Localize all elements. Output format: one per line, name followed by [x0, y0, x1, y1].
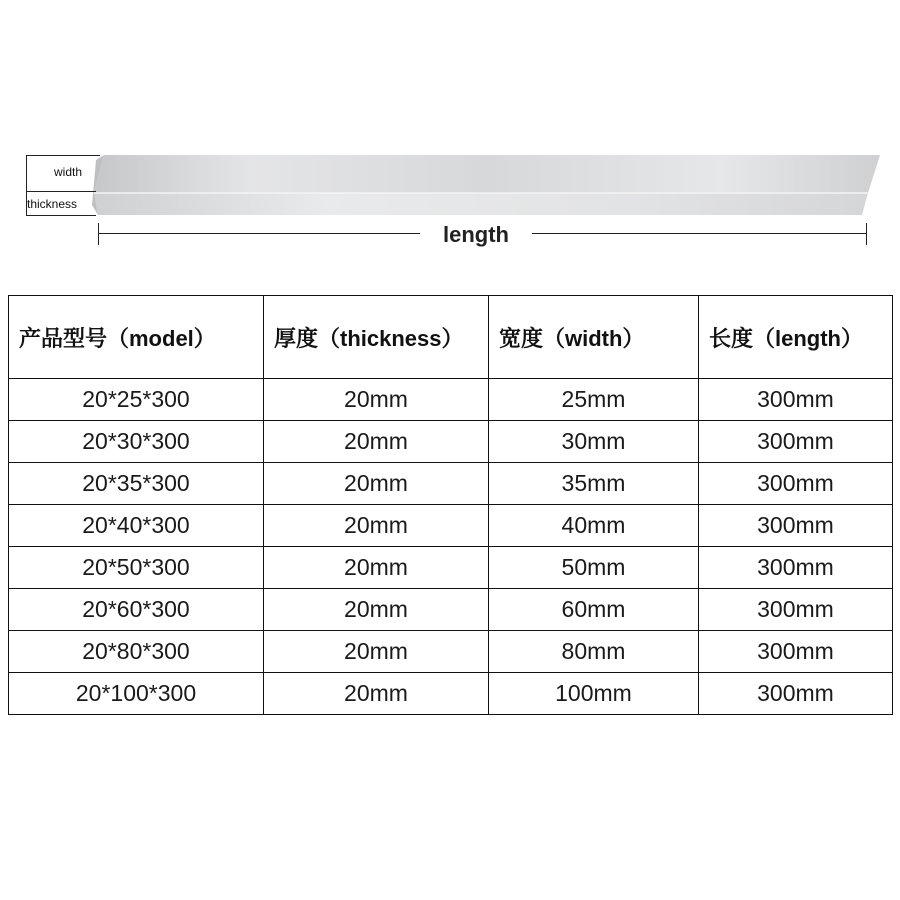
cell-model: 20*100*300 [9, 673, 264, 715]
cell-thickness: 20mm [264, 589, 489, 631]
cell-width: 50mm [489, 547, 699, 589]
thickness-label: thickness [27, 197, 78, 211]
width-label: width [54, 165, 83, 179]
header-thickness: 厚度（thickness） [264, 296, 489, 379]
header-model: 产品型号（model） [9, 296, 264, 379]
cell-length: 300mm [699, 379, 893, 421]
cell-width: 60mm [489, 589, 699, 631]
cell-model: 20*80*300 [9, 631, 264, 673]
cell-model: 20*50*300 [9, 547, 264, 589]
table-row [9, 547, 893, 589]
header-length: 长度（length） [699, 296, 893, 379]
cell-thickness: 20mm [264, 463, 489, 505]
table-row [9, 421, 893, 463]
width-top-line [26, 155, 100, 156]
table-row [9, 673, 893, 715]
cell-length: 300mm [699, 463, 893, 505]
cell-thickness: 20mm [264, 505, 489, 547]
table-row [9, 589, 893, 631]
length-right-tick [866, 223, 867, 245]
cell-model: 20*40*300 [9, 505, 264, 547]
cell-length: 300mm [699, 589, 893, 631]
cell-width: 25mm [489, 379, 699, 421]
header-width: 宽度（width） [489, 296, 699, 379]
table-row [9, 463, 893, 505]
width-bottom-line [26, 191, 96, 192]
steel-bar-image [0, 0, 900, 260]
cell-thickness: 20mm [264, 631, 489, 673]
cell-width: 80mm [489, 631, 699, 673]
cell-model: 20*35*300 [9, 463, 264, 505]
specification-table [8, 295, 893, 715]
steel-bar-illustration [0, 0, 900, 260]
cell-width: 100mm [489, 673, 699, 715]
cell-width: 40mm [489, 505, 699, 547]
cell-model: 20*30*300 [9, 421, 264, 463]
cell-width: 35mm [489, 463, 699, 505]
cell-model: 20*60*300 [9, 589, 264, 631]
cell-length: 300mm [699, 421, 893, 463]
thickness-bottom-line [26, 215, 96, 216]
cell-width: 30mm [489, 421, 699, 463]
table-row [9, 379, 893, 421]
cell-length: 300mm [699, 547, 893, 589]
cell-model: 20*25*300 [9, 379, 264, 421]
table-row [9, 505, 893, 547]
table-row [9, 631, 893, 673]
cell-thickness: 20mm [264, 547, 489, 589]
cell-length: 300mm [699, 673, 893, 715]
table-header-row [9, 296, 893, 379]
cell-length: 300mm [699, 505, 893, 547]
bar-front-face [94, 193, 868, 215]
cell-thickness: 20mm [264, 673, 489, 715]
bar-top-face [94, 155, 880, 193]
length-left-tick [98, 223, 99, 245]
cell-length: 300mm [699, 631, 893, 673]
length-label: length [420, 222, 532, 248]
cell-thickness: 20mm [264, 379, 489, 421]
cell-thickness: 20mm [264, 421, 489, 463]
